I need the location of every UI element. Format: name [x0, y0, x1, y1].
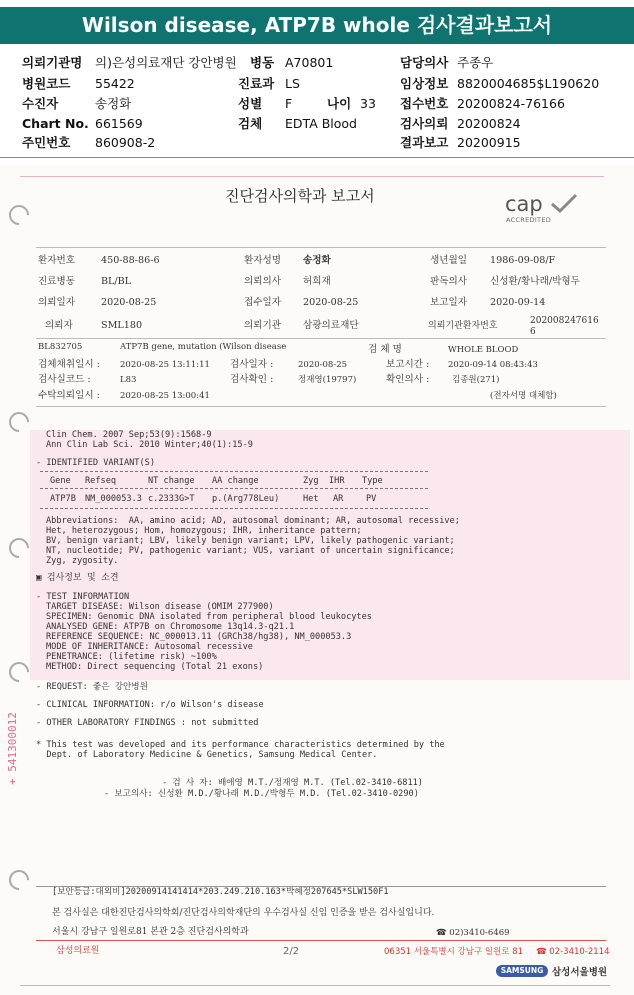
value-chart-no: 661569	[95, 116, 143, 131]
value-receipt-no: 20200824-76166	[457, 96, 565, 111]
value-order-date: 2020-08-25	[101, 297, 157, 308]
label-clinical-info: 임상정보	[400, 76, 449, 91]
technician-signature: - 검 사 자: 배애영 M.T./정재영 M.T. (Tel.02-3410-6811)	[162, 778, 423, 788]
checkmark-icon	[549, 192, 579, 214]
col-type: Type	[362, 476, 383, 486]
footer-rule	[36, 886, 606, 887]
col-nt-change: NT change	[148, 476, 195, 486]
reference-2: Ann Clin Lab Sci. 2010 Winter;40(1):15-9	[46, 440, 253, 450]
note-line: * This test was developed and its performance characteristics determined by the	[36, 740, 445, 750]
cell-type: PV	[366, 494, 377, 504]
value-test-date: 2020-08-25	[298, 360, 348, 370]
col-refseq: Refseq	[85, 476, 117, 486]
page-number: 2/2	[283, 946, 300, 957]
hospital-name: 삼성서울병원	[552, 967, 608, 978]
value-verify-doctor: 김종원(271)	[452, 375, 500, 385]
label-org-patient-no: 의뢰기관환자번호	[428, 321, 498, 331]
value-org-patient-no-cont: 6	[530, 327, 536, 337]
value-ward: BL/BL	[101, 276, 132, 287]
label-test-date: 검사일자 :	[230, 359, 274, 370]
value-report-time: 2020-09-14 08:43:43	[448, 360, 538, 370]
value-report-date: 2020-09-14	[490, 297, 546, 308]
label-sex: 성별	[238, 96, 263, 111]
value-specimen-name: WHOLE BLOOD	[448, 345, 519, 355]
label-collection-time: 검체채취일시 :	[38, 359, 100, 370]
label-ward: 병동	[250, 55, 275, 70]
cell-aa-change: p.(Arg778Leu)	[212, 494, 280, 504]
test-info-line: REFERENCE SEQUENCE: NC_000013.11 (GRCh38/hg38), NM_000053.3	[46, 632, 352, 642]
value-hospital-code: 55422	[95, 76, 135, 91]
label-receipt-no: 접수번호	[400, 96, 449, 111]
label-ordering-doctor: 의뢰의사	[244, 276, 282, 287]
lab-address: 서울시 강남구 일원로81 본관 2층 진단검사의학과	[52, 927, 249, 937]
abbrev-line: Abbreviations: AA, amino acid; AD, autosomal dominant; AR, autosomal recessive;	[46, 516, 460, 526]
value-age: 33	[360, 96, 376, 111]
label-report-time: 보고시간 :	[386, 359, 430, 370]
other-findings-line: - OTHER LABORATORY FINDINGS : not submitted	[36, 718, 259, 728]
section-heading: ▣ 검사정보 및 소견	[36, 573, 119, 583]
report-title: Wilson disease, ATP7B whole 검사결과보고서	[0, 7, 634, 44]
table-rule	[36, 338, 606, 339]
security-grade: [보안등급:대외비]20200914141414*203.249.210.163*박혜정207645*SLW150F1	[52, 887, 389, 897]
cap-logo	[503, 192, 583, 226]
value-department: LS	[285, 76, 300, 91]
note-line: Dept. of Laboratory Medicine & Genetics, Samsung Medical Center.	[36, 750, 378, 760]
value-patient: 송정화	[95, 96, 132, 111]
value-request-date: 20200824	[457, 116, 521, 131]
bottom-red-rule	[36, 940, 606, 941]
value-patient-no: 450-88-86-6	[101, 255, 160, 266]
dash-rule	[40, 508, 428, 509]
label-hospital-code: 병원코드	[22, 76, 71, 91]
label-department: 진료과	[238, 76, 275, 91]
value-sex: F	[285, 96, 293, 111]
value-ordering-doctor: 허희재	[303, 276, 331, 287]
label-ward: 진료병동	[38, 276, 76, 287]
reporter-signature: - 보고의사: 신성환 M.D./황나래 M.D./박형두 M.D. (Tel.02-3410-0290)	[104, 789, 419, 799]
top-rule	[20, 176, 604, 177]
value-birth: 1986-09-08/F	[490, 255, 556, 266]
test-info-line: PENETRANCE: (lifetime risk) ~100%	[46, 652, 217, 662]
cell-nt-change: c.2333G>T	[148, 494, 195, 504]
certification-note: 본 검사실은 대한진단검사의학회/진단검사의학재단의 우수검사실 신임 인증을 받은 검사실입니다.	[52, 908, 435, 918]
label-reading-doctor: 판독의사	[430, 276, 468, 287]
label-report-date: 보고일자	[430, 297, 468, 308]
label-patient: 수진자	[22, 96, 59, 111]
test-info-line: TARGET DISEASE: Wilson disease (OMIM 277900)	[46, 602, 274, 612]
label-requesting-org: 의뢰기관명	[22, 55, 83, 70]
scan-report-title: 진단검사의학과 보고서	[225, 187, 375, 205]
reference-1: Clin Chem. 2007 Sep;53(9):1568-9	[46, 430, 212, 440]
label-verify-doctor: 확인의사 :	[386, 374, 430, 385]
label-requesting-org: 의뢰기관	[244, 320, 282, 331]
table-rule	[36, 247, 606, 248]
clinical-info-line: - CLINICAL INFORMATION: r/o Wilson's disease	[36, 700, 264, 710]
value-report-date: 20200915	[457, 135, 521, 150]
label-request-date: 검사의뢰	[400, 116, 449, 131]
page-bottom-rule	[20, 985, 610, 986]
value-specimen: EDTA Blood	[285, 116, 357, 131]
value-lab-code: L83	[120, 375, 137, 385]
dash-rule	[40, 488, 428, 489]
value-resident-no: 860908-2	[95, 135, 156, 150]
cell-zyg: Het	[303, 494, 319, 504]
value-org-patient-no: 202008247616	[530, 316, 599, 326]
e-signature-note: (전자서명 대체함)	[490, 391, 557, 401]
test-info-line: SPECIMEN: Genomic DNA isolated from peripheral blood leukocytes	[46, 612, 372, 622]
cap-logo-text: cap	[505, 192, 543, 216]
abbrev-line: Het, heterozygous; Hom, homozygous; IHR, inheritance pattern;	[46, 526, 362, 536]
value-doctor: 주종우	[457, 55, 494, 70]
label-receive-date: 접수일자	[244, 297, 282, 308]
cell-ihr: AR	[333, 494, 344, 504]
label-birth: 생년월일	[430, 255, 468, 266]
label-order-date: 의뢰일자	[38, 297, 76, 308]
label-lab-code: 검사실코드 :	[38, 374, 91, 385]
cell-gene: ATP7B	[50, 494, 76, 504]
request-line: - REQUEST: 좋은 강안병원	[36, 682, 148, 692]
label-chart-no: Chart No.	[22, 116, 89, 131]
dash-rule	[40, 471, 428, 472]
value-received-time: 2020-08-25 13:00:41	[120, 391, 210, 401]
abbrev-line: BV, benign variant; LBV, likely benign variant; LPV, likely pathogenic variant;	[46, 536, 455, 546]
samsung-wordmark: SAMSUNG	[496, 965, 548, 977]
label-patient-no: 환자번호	[38, 255, 76, 266]
value-requester: SML180	[101, 320, 143, 331]
bottom-phone: ☎ 02-3410-2114	[536, 947, 610, 957]
variant-heading: - IDENTIFIED VARIANT(S)	[36, 458, 155, 468]
label-specimen-name: 검 체 명	[368, 344, 402, 355]
test-info-line: MODE OF INHERITANCE: Autosomal recessive	[46, 642, 253, 652]
value-collection-time: 2020-08-25 13:11:11	[120, 360, 210, 370]
label-test-verify: 검사확인 :	[230, 374, 274, 385]
value-ward: A70801	[285, 55, 334, 70]
abbrev-line: Zyg, zygosity.	[46, 556, 119, 566]
label-doctor: 담당의사	[400, 55, 449, 70]
label-report-date: 결과보고	[400, 135, 449, 150]
label-specimen: 검체	[238, 116, 263, 131]
label-requester: 의뢰자	[45, 320, 73, 331]
table-rule	[36, 406, 606, 407]
test-info-line: ANALYSED GENE: ATP7B on Chromosome 13q14.3-q21.1	[46, 622, 295, 632]
value-receive-date: 2020-08-25	[303, 297, 359, 308]
lab-phone: ☎ 02)3410-6469	[436, 928, 510, 938]
label-resident-no: 주민번호	[22, 135, 71, 150]
cap-accredited-label: ACCREDITED	[506, 216, 552, 224]
value-reading-doctor: 신성환/황나래/박형두	[490, 276, 580, 287]
test-info-line: - TEST INFORMATION	[36, 592, 130, 602]
label-age: 나이	[327, 96, 352, 111]
col-zyg: Zyg	[303, 476, 319, 486]
cell-refseq: NM_000053.3	[85, 494, 142, 504]
col-gene: Gene	[50, 476, 71, 486]
test-info-line: METHOD: Direct sequencing (Total 21 exons)	[46, 662, 264, 672]
bottom-brand-left: 삼성의료원	[56, 946, 100, 956]
value-test-verify: 정재영(19797)	[298, 375, 357, 385]
value-requesting-org: 의)은성의료재단 강안병원	[95, 55, 237, 70]
bottom-address: 06351 서울특별시 강남구 일원로 81	[384, 947, 523, 957]
abbrev-line: NT, nucleotide; PV, pathogenic variant; VUS, variant of uncertain significance;	[46, 546, 455, 556]
value-patient-name: 송정화	[303, 255, 331, 266]
vertical-barcode-number: + 541300012	[6, 712, 19, 785]
header-divider	[0, 157, 634, 158]
col-aa-change: AA change	[212, 476, 259, 486]
samsung-logo	[496, 965, 608, 979]
label-patient-name: 환자성명	[244, 255, 282, 266]
value-clinical-info: 8820004685$L190620	[457, 76, 600, 91]
col-ihr: IHR	[329, 476, 345, 486]
label-received-time: 수탁의뢰일시 :	[38, 390, 100, 401]
value-requesting-org: 삼광의료재단	[303, 320, 359, 331]
test-name: ATP7B gene, mutation (Wilson disease	[120, 342, 287, 352]
test-code: BL832705	[38, 342, 83, 352]
